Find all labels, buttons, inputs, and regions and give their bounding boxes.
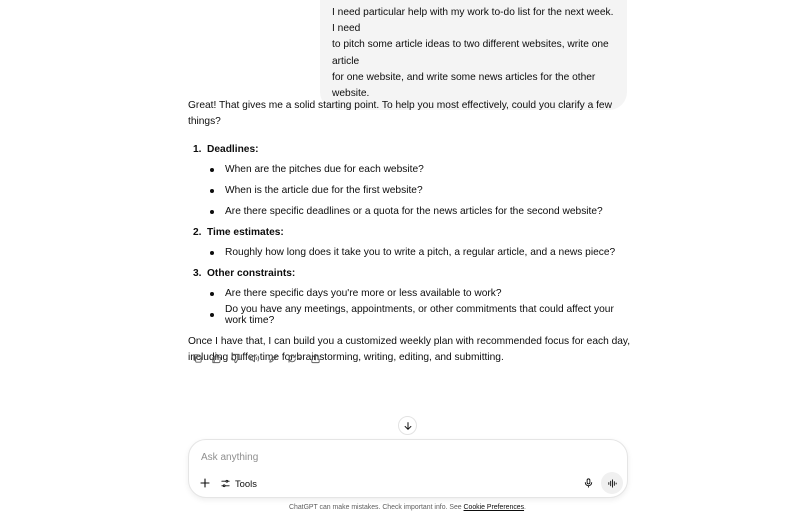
- tools-label: Tools: [235, 477, 257, 489]
- list-number: 1.: [193, 143, 202, 155]
- read-aloud-icon: [249, 353, 260, 364]
- thumbs-up-button[interactable]: [207, 351, 225, 365]
- list-item: [188, 222, 638, 263]
- user-message-line: for one website, and write some news articles for the other website.: [332, 71, 596, 100]
- cookie-preferences-link[interactable]: Cookie Preferences: [463, 504, 525, 511]
- list-number: 2.: [193, 226, 202, 238]
- disclaimer-footer: [0, 504, 800, 511]
- bullet-item: [188, 201, 638, 222]
- user-message-line: to pitch some article ideas to two different websites, write one article: [332, 39, 609, 67]
- list-heading-text: Deadlines:: [207, 143, 259, 155]
- scroll-to-bottom-button[interactable]: [398, 416, 417, 435]
- thumbs-down-icon: [230, 353, 241, 364]
- bullet-text: Do you have any meetings, appointments, or other commitments that could affect your work time?: [225, 303, 614, 326]
- user-message-bubble: [320, 0, 627, 110]
- tools-icon: [220, 478, 231, 489]
- list-item: [188, 263, 638, 325]
- assistant-message: [188, 98, 638, 366]
- edit-icon: [268, 353, 279, 364]
- bullet-item: [188, 242, 638, 263]
- copy-icon: [192, 353, 203, 364]
- disclaimer-end: .: [524, 504, 526, 511]
- disclaimer-text: ChatGPT can make mistakes. Check important info. See: [289, 504, 464, 511]
- share-button[interactable]: [306, 351, 324, 365]
- assistant-outro: Once I have that, I can build you a customized weekly plan with recommended focus for each day, including buffer time for brainstorming, writing, editing, and submitting.: [188, 336, 631, 363]
- bullet-text: When is the article due for the first website?: [225, 185, 423, 196]
- assistant-intro: Great! That gives me a solid starting point. To help you most effectively, could you clarify a few things?: [188, 100, 612, 127]
- ordered-list: [188, 139, 638, 325]
- bullet-item: [188, 283, 638, 304]
- bullet-dot: [210, 313, 214, 317]
- list-number: 3.: [193, 267, 202, 279]
- message-composer: [188, 439, 628, 498]
- share-icon: [310, 353, 321, 364]
- list-item-heading: [188, 222, 638, 242]
- dictate-button[interactable]: [582, 476, 594, 490]
- microphone-icon: [583, 477, 594, 489]
- read-aloud-button[interactable]: [245, 351, 263, 365]
- arrow-down-icon: [403, 421, 413, 431]
- bullet-dot: [210, 292, 214, 296]
- voice-waveform-icon: [607, 478, 618, 489]
- list-heading-text: Time estimates:: [207, 226, 284, 238]
- prompt-input[interactable]: [201, 450, 581, 464]
- thumbs-up-icon: [211, 353, 222, 364]
- bullet-dot: [210, 189, 214, 193]
- bullet-item: [188, 159, 638, 180]
- tools-button[interactable]: [220, 475, 257, 491]
- list-item-heading: [188, 263, 638, 283]
- bullet-text: When are the pitches due for each website?: [225, 164, 424, 175]
- bullet-text: Roughly how long does it take you to write a pitch, a regular article, and a news piece?: [225, 247, 616, 258]
- user-message-line: I need particular help with my work to-do list for the next week. I need: [332, 7, 614, 35]
- bullet-dot: [210, 210, 214, 214]
- regenerate-icon: [287, 353, 302, 364]
- attach-button[interactable]: [198, 476, 212, 490]
- edit-button[interactable]: [264, 351, 282, 365]
- list-item: [188, 139, 638, 222]
- thumbs-down-button[interactable]: [226, 351, 244, 365]
- bullet-item: [188, 180, 638, 201]
- bullet-dot: [210, 251, 214, 255]
- list-item-heading: [188, 139, 638, 159]
- message-actions: [188, 351, 325, 365]
- voice-mode-button[interactable]: [601, 472, 623, 494]
- regenerate-button[interactable]: [283, 351, 305, 365]
- bullet-dot: [210, 168, 214, 172]
- plus-icon: [199, 477, 211, 489]
- bullet-text: Are there specific deadlines or a quota for the news articles for the second website?: [225, 206, 603, 217]
- bullet-text: Are there specific days you're more or less available to work?: [225, 288, 502, 299]
- bullet-item: [188, 304, 638, 325]
- list-heading-text: Other constraints:: [207, 267, 296, 279]
- copy-button[interactable]: [188, 351, 206, 365]
